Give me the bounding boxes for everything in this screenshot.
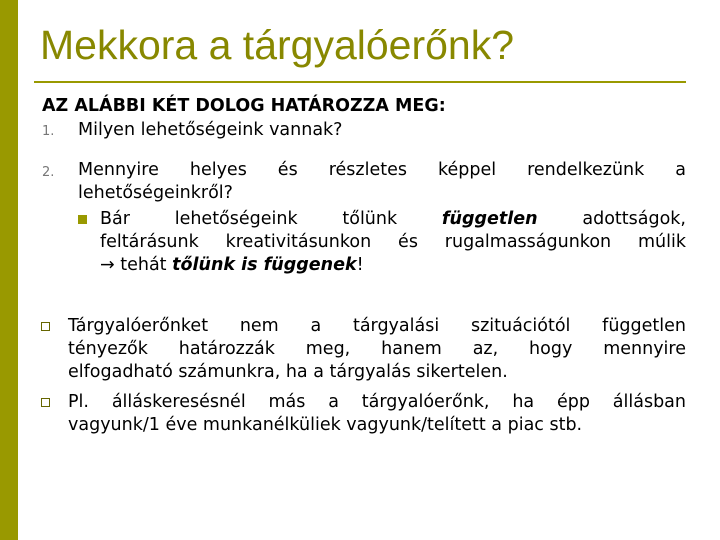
bullet-1-text xyxy=(68,315,686,384)
title-divider xyxy=(34,81,686,83)
left-accent-bar xyxy=(0,0,18,540)
list-number-2: 2. xyxy=(42,165,55,180)
square-bullet-icon xyxy=(78,215,87,224)
emphasis-depend: tőlünk is függenek xyxy=(172,255,357,275)
sub-text-c: adottságok, xyxy=(537,209,686,229)
numbered-item-2-line-1: Mennyire helyes és részletes képpel rendelkezünk a xyxy=(78,160,686,180)
bullet-2-line-1: Pl. álláskeresésnél más a tárgyalóerőnk, ha épp állásban xyxy=(68,392,686,412)
sub-bullet-text xyxy=(100,208,686,277)
hollow-square-bullet-icon xyxy=(41,322,50,331)
bullet-1-line-2: tényezők határozzák meg, hanem az, hogy mennyire xyxy=(68,339,686,359)
bullet-1-line-3: elfogadható számunkra, ha a tárgyalás sikertelen. xyxy=(68,362,508,382)
sub-bullet-line-2: feltárásunk kreativitásunkon és rugalmasságunkon múlik xyxy=(100,232,686,252)
slide-title: Mekkora a tárgyalóerőnk? xyxy=(40,22,515,68)
numbered-item-2 xyxy=(78,159,686,205)
bullet-1-line-1: Tárgyalóerőnket nem a tárgyalási szituációtól független xyxy=(68,316,686,336)
bullet-2-line-2: vagyunk/1 éve munkanélküliek vagyunk/telített a piac stb. xyxy=(68,415,583,435)
section-heading: AZ ALÁBBI KÉT DOLOG HATÁROZZA MEG: xyxy=(42,96,446,116)
numbered-item-2-line-2: lehetőségeinkről? xyxy=(78,183,233,203)
sub-text-a: Bár lehetőségeink tőlünk xyxy=(100,209,442,229)
sub-bullet-line-3 xyxy=(100,254,686,277)
list-number-1: 1. xyxy=(42,124,55,139)
numbered-item-1: Milyen lehetőségeink vannak? xyxy=(78,120,343,140)
hollow-square-bullet-icon xyxy=(41,398,50,407)
sub-text-arrow: → tehát xyxy=(100,255,173,275)
sub-text-exclaim: ! xyxy=(356,255,364,275)
emphasis-independent: független xyxy=(441,209,538,229)
bullet-2-text xyxy=(68,391,686,437)
sub-bullet-line-1 xyxy=(100,208,686,231)
